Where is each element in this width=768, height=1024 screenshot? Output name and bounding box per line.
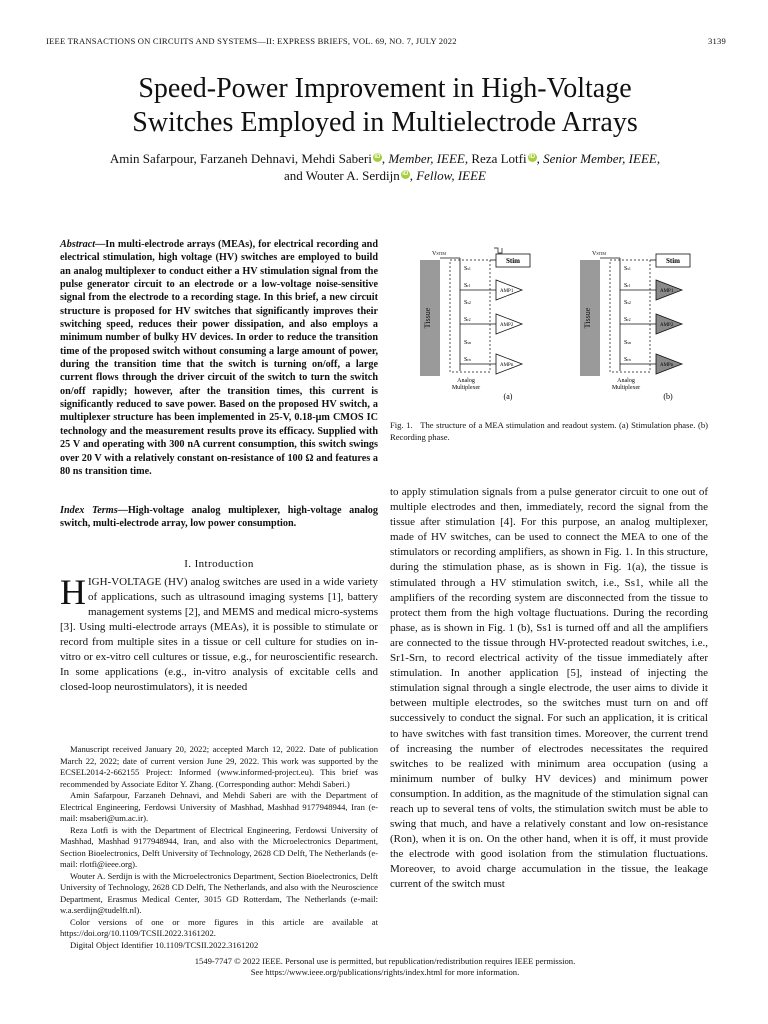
index-terms [60, 504, 378, 531]
amp-label: AMP2 [660, 323, 674, 328]
switch-label: Sr1 [464, 283, 471, 289]
author-separator: , [381, 151, 389, 166]
amp-label: AMP1 [500, 289, 514, 294]
switch-label: Sr2 [464, 317, 471, 323]
author-role-senior: Senior Member, IEEE [543, 151, 657, 166]
intro-text: IGH-VOLTAGE (HV) analog switches are used in a wide variety of applications, such as ultrasound imaging systems [1], battery management systems [2], and MEMS and medical micro-systems [3]. Using multi-electrode arrays (MEAs), it is possible to stimulate or record from multiple sites in a tissue or cell culture for studies on in-vitro or ex-vitro cell cultures or tissue, e.g., for neuroscientific research. In some applications (e.g., in-vitro analysis of excitable cells and closed-loop neurostimulators), it is needed [60, 576, 378, 693]
running-header [46, 36, 726, 46]
body-text-right: to apply stimulation signals from a pulse generator circuit to one out of multiple electrodes and then, immediately, record the signal from the tissue after stimulation [4]. For this purpose, an analog multiplexer, made of HV switches, can be used to connect the MEA to one of the stimulators or recording amplifiers, as shown in Fig. 1. In this structure, during the stimulation phase, as is shown in Fig. 1(a), the tissue is stimulated through a HV stimulation switch, i.e., Ss1, while all the amplifiers of the recording system are disconnected from the tissue to protect them from the high voltage fluctuations. During the recording phase, as is shown in Fig. 1 (b), Ss1 is turned off and all the amplifiers are connected to the tissue through HV-protected readout switches, i.e., Sr1-Srn, to record electrical activity of the tissue immediately after stimulation. In another application [5], instead of injecting the stimulation signal through a single electrode, the user aims to divide it between multiple electrodes, so the switches must turn on and off successively to conduct the signal. For such an application, it is critical to have switches with fast transition times. Moreover, the current trend of increasing the number of electrodes necessitates the required switches to be realized with minimum area occupation (using a minimum number of bulky HV devices) and minimum power consumption. In addition, as the magnitude of the stimulation signal can reach up to several tens of volts, the stimulation switch must be able to swing that much, and have a relatively constant and low on-resistance (Ron), when it is on. On the other hand, when it is off, it must provide the electrode with good isolation from the stimulation fluctuations. Moreover, to avoid charge accumulation in the tissue, the leakage current of the switch must [390, 486, 708, 891]
footnote-affiliation: Wouter A. Serdijn is with the Microelectronics Department, Section Bioelectronics, Delft University of Technology, 2628 CD Delft, The Netherlands, and also with the Neuroscience Department, Erasmus Medical Center, 3015 GD Rotterdam, The Netherlands (e-mail: w.a.serdijn@tudelft.nl). [60, 870, 378, 915]
footnote-color: Color versions of one or more figures in this article are available at https://doi.org/10.1109/TCSII.2022.3161202. [60, 916, 378, 938]
mux-label: Analog [617, 378, 635, 384]
figure-caption [390, 420, 708, 443]
panel-b [580, 251, 690, 401]
title-line-1: Speed-Power Improvement in High-Voltage [138, 73, 632, 104]
switch-label: Ss1 [464, 266, 471, 272]
stim-label: Stim [506, 257, 520, 265]
amp-label: AMPn [500, 363, 514, 368]
author-list [40, 150, 730, 184]
switch-label: Ss2 [624, 300, 631, 306]
footnote-manuscript: Manuscript received January 20, 2022; accepted March 12, 2022. Date of publication March 22, 2022; date of current version June 29, 2022. This work was supported by the ECSEL2014-2-662155 Project: Informed (www.informed-project.eu). This brief was recommended by Associate Editor Y. Zhang. (Corresponding author: Mehdi Saberi.) [60, 744, 378, 789]
caption-label: Fig. 1. [390, 420, 413, 430]
panel-label: (a) [503, 392, 513, 401]
intro-paragraph [60, 572, 378, 695]
switch-label: Srn [464, 357, 471, 363]
panel-label: (b) [663, 392, 673, 401]
switch-label: Ss1 [624, 266, 631, 272]
index-terms-text: —High-voltage analog multiplexer, high-voltage analog switch, multi-electrode array, low power consumption. [60, 505, 378, 530]
index-terms-label: Index Terms [60, 505, 118, 516]
authors-names-1: Amin Safarpour, Farzaneh Dehnavi, Mehdi Saberi [109, 151, 372, 166]
vstim-label: VSTIM [432, 251, 446, 257]
switch-label: Srn [624, 357, 631, 363]
rights-link[interactable]: See https://www.ieee.org/publications/rights/index.html for more information. [250, 967, 520, 977]
mux-box [610, 260, 650, 372]
tissue-label: Tissue [583, 307, 592, 329]
page-number: 3139 [708, 36, 726, 46]
footnote-doi: Digital Object Identifier 10.1109/TCSII.2022.3161202 [70, 939, 259, 950]
switch-label: Ss2 [464, 300, 471, 306]
switch-label: Ssn [464, 340, 471, 346]
author-line-1: Amin Safarpour, Farzaneh Dehnavi, Mehdi Saberi iD , Member, IEEE, Reza Lotfi iD , Senior Member, IEEE, [109, 151, 661, 166]
panel-a [420, 248, 530, 401]
authors-names-2: , Reza Lotfi [464, 151, 527, 166]
mux-label: Analog [457, 378, 475, 384]
switch-label: Ssn [624, 340, 631, 346]
amp-label: AMPn [660, 363, 674, 368]
author-role-member: Member, IEEE [388, 151, 465, 166]
author-line-2: and Wouter A. Serdijn iD , Fellow, IEEE [284, 168, 486, 183]
orcid-icon[interactable]: iD [529, 153, 536, 160]
abstract-text: —In multi-electrode arrays (MEAs), for electrical recording and electrical stimulation, high voltage (HV) switches are employed to build an analog multiplexer to conduct either a HV stimulation signal from the pulse generator circuit to an electrode or a low-voltage noise-sensitive signal from the electrode to a recording stage. In this brief, a new circuit structure is proposed for HV switches that significantly improves their switching speed, reduces their power dissipation, and also employs a minimum number of bulky HV devices. In order to reduce the transition time of the proposed switch without consuming a large amount of power, during the transition time that the switch is turning on/off, a large current flows through the driver circuit of the switch to turn the switch on/off rapidly; however, after the transition times, this current is significantly reduced to save power. Based on the proposed HV switch, a multiplexer structure has been implemented in 25-V, 0.18-μm CMOS IC technology and the measurement results prove its efficacy. Supplied with 25 V and operating with 300 nA current consumption, this switch swings over 20 V with a relatively constant on-resistance of 100 Ω and features a 80 ns transition time. [60, 239, 378, 477]
abstract-label: Abstract [60, 239, 96, 250]
mux-label: Multiplexer [451, 385, 481, 391]
orcid-icon[interactable]: iD [374, 153, 381, 160]
abstract [60, 238, 378, 478]
tissue-label: Tissue [423, 307, 432, 329]
paper-title [40, 72, 730, 140]
footnote-affiliation: Amin Safarpour, Farzaneh Dehnavi, and Mehdi Saberi are with the Department of Electrical Engineering, Ferdowsi University of Mashhad, Mashhad 9177948944, Iran (e-mail: msaberi@um.ac.ir). [60, 790, 378, 823]
vstim-label: VSTIM [592, 251, 606, 257]
amp-label: AMP2 [500, 323, 514, 328]
copyright-footer [40, 956, 730, 978]
footnotes [60, 744, 378, 951]
stim-label: Stim [666, 257, 680, 265]
drop-cap: H [60, 572, 86, 612]
journal-name: IEEE TRANSACTIONS ON CIRCUITS AND SYSTEMS—II: EXPRESS BRIEFS, VOL. 69, NO. 7, JULY 2022 [46, 36, 457, 46]
switch-label: Sr2 [624, 317, 631, 323]
amp-label: AMP1 [660, 289, 674, 294]
mux-label: Multiplexer [611, 385, 641, 391]
copyright-line: 1549-7747 © 2022 IEEE. Personal use is permitted, but republication/redistribution requires IEEE permission. [194, 956, 576, 966]
mux-box [450, 260, 490, 372]
authors-names-3: and Wouter A. Serdijn [284, 168, 400, 183]
orcid-icon[interactable]: iD [402, 170, 409, 177]
caption-text: The structure of a MEA stimulation and readout system. (a) Stimulation phase. (b) Recording phase. [390, 420, 708, 442]
author-role-fellow: Fellow, IEEE [416, 168, 486, 183]
switch-label: Sr1 [624, 283, 631, 289]
section-heading: I. Introduction [184, 558, 254, 570]
footnote-affiliation: Reza Lotfi is with the Department of Electrical Engineering, Ferdowsi University of Mashhad, Mashhad 9177948944, Iran, and also with the Microelectronics Department, Section Bioelectronics, Delft University of Technology, 2628 CD Delft, The Netherlands (e-mail: rlotfi@ieee.org). [60, 824, 378, 869]
figure-1 [410, 246, 720, 406]
figure-1-diagram [410, 246, 720, 406]
title-line-2: Switches Employed in Multielectrode Arrays [132, 107, 638, 138]
